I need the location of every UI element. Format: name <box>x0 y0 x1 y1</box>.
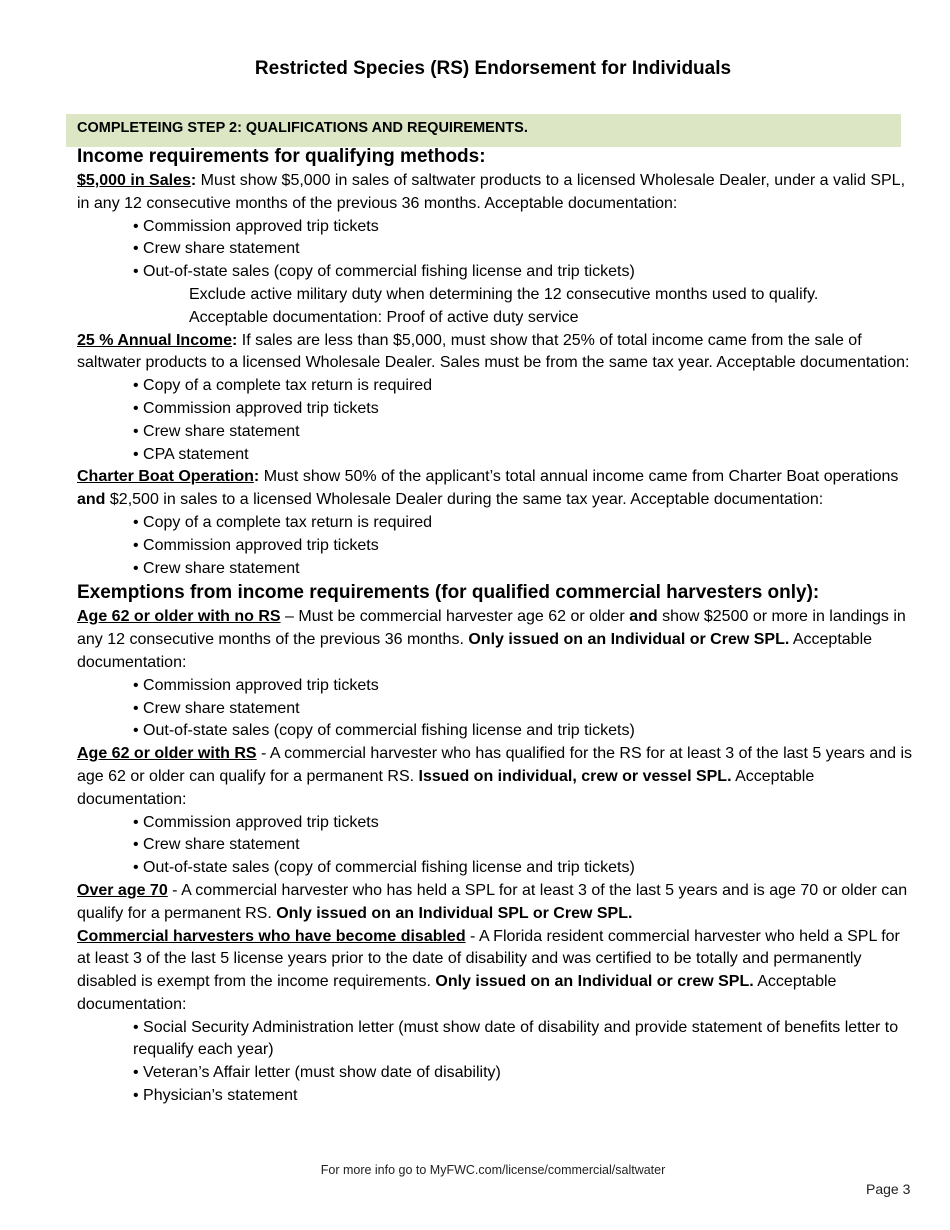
colon: : <box>232 331 238 349</box>
disabled-text: - A Florida resident commercial harvester who held a SPL for at least 3 of the last 5 license years prior to the date of disability and was certified to be totally and permanently disabled is exempt from the income requirements. <box>77 927 900 991</box>
age62-rs-label: Age 62 or older with RS <box>77 745 257 763</box>
military-note: Exclude active military duty when determining the 12 consecutive months used to qualify. <box>189 285 819 303</box>
list-item: • Social Security Administration letter (must show date of disability and provide statement of benefits letter to requalify each year) <box>133 1017 917 1063</box>
page-number: Page 3 <box>866 1181 911 1197</box>
military-doc-note: Acceptable documentation: Proof of active duty service <box>189 308 579 326</box>
charter-paragraph <box>77 466 917 512</box>
list-item: • Physician’s statement <box>133 1085 917 1108</box>
colon: : <box>253 468 260 486</box>
age62-no-rs-paragraph <box>77 606 917 674</box>
colon: : <box>190 172 197 189</box>
age62-no-rs-list <box>77 675 917 743</box>
list-item: • Veteran’s Affair letter (must show date of disability) <box>133 1062 917 1085</box>
age62-no-rs-label: Age 62 or older with no RS <box>77 608 281 626</box>
annual-income-label: 25 % Annual Income <box>77 331 232 349</box>
disabled-text-2: Acceptable documentation: <box>77 973 837 1013</box>
age62-no-rs-note: Only issued on an Individual or Crew SPL. <box>468 631 790 649</box>
age62-rs-text-2: Acceptable documentation: <box>77 767 815 808</box>
income-heading: Income requirements for qualifying methods: <box>77 146 486 167</box>
age62-rs-paragraph <box>77 743 917 811</box>
sales-5000-paragraph <box>77 170 917 216</box>
list-item: • Commission approved trip tickets <box>133 535 917 558</box>
list-item: • Copy of a complete tax return is required <box>133 512 917 535</box>
list-item: • Commission approved trip tickets <box>133 675 917 698</box>
list-item: • Copy of a complete tax return is required <box>133 375 917 398</box>
list-item: • Out-of-state sales (copy of commercial fishing license and trip tickets) <box>133 261 917 284</box>
list-item: • Out-of-state sales (copy of commercial fishing license and trip tickets) <box>133 857 917 880</box>
charter-text: Must show 50% of the applicant’s total annual income came from Charter Boat operations <box>259 468 899 486</box>
and-word: and <box>77 491 106 509</box>
over-70-paragraph <box>77 880 917 926</box>
age62-no-rs-text-3: Acceptable documentation: <box>77 631 873 671</box>
over-70-text: - A commercial harvester who has held a SPL for at least 3 of the last 5 years and is age 70 or older can qualify for a permanent RS. <box>77 881 908 922</box>
disabled-paragraph <box>77 926 917 1017</box>
footer-info-link[interactable]: For more info go to MyFWC.com/license/commercial/saltwater <box>320 1163 666 1177</box>
list-item: • Crew share statement <box>133 238 917 261</box>
annual-income-list <box>77 375 917 466</box>
over-70-note: Only issued on an Individual SPL or Crew SPL. <box>276 904 633 922</box>
charter-label: Charter Boat Operation <box>77 468 254 486</box>
list-item: • Commission approved trip tickets <box>133 812 917 835</box>
document-body <box>77 144 917 1108</box>
sales-5000-label: $5,000 in Sales <box>77 172 191 189</box>
list-item: • Commission approved trip tickets <box>133 216 917 239</box>
charter-list <box>77 512 917 580</box>
charter-text-2: $2,500 in sales to a licensed Wholesale Dealer during the same tax year. Acceptable documentation: <box>105 491 824 509</box>
age62-rs-note: Issued on individual, crew or vessel SPL. <box>418 767 732 785</box>
sales-5000-text: Must show $5,000 in sales of saltwater products to a licensed Wholesale Dealer, under a valid SPL, in any 12 consecutive months of the previous 36 months. Acceptable documentation: <box>77 172 906 212</box>
list-item: • Out-of-state sales (copy of commercial fishing license and trip tickets) <box>133 720 917 743</box>
and-word: and <box>629 608 658 626</box>
age62-rs-text: - A commercial harvester who has qualified for the RS for at least 3 of the last 5 years and is age 62 or older can qualify for a permanent RS. <box>77 745 913 785</box>
age62-rs-list <box>77 812 917 880</box>
disabled-label: Commercial harvesters who have become disabled <box>77 927 466 945</box>
annual-income-text: If sales are less than $5,000, must show that 25% of total income came from the sale of saltwater products to a licensed Wholesale Dealer. Sales must be from the same tax year. Acceptable documentation: <box>77 331 910 372</box>
disabled-note: Only issued on an Individual or crew SPL. <box>435 973 754 991</box>
over-70-label: Over age 70 <box>77 881 168 899</box>
list-item: • Crew share statement <box>133 558 917 581</box>
exemptions-heading: Exemptions from income requirements (for qualified commercial harvesters only): <box>77 582 820 604</box>
sales-5000-list <box>77 216 917 284</box>
list-item: • Crew share statement <box>133 421 917 444</box>
age62-no-rs-text-2: show $2500 or more in landings in any 12 consecutive months of the previous 36 months. <box>77 608 906 649</box>
step-heading: COMPLETEING STEP 2: QUALIFICATIONS AND REQUIREMENTS. <box>77 120 528 136</box>
annual-income-paragraph <box>77 330 917 376</box>
disabled-list <box>77 1017 917 1108</box>
list-item: • Crew share statement <box>133 698 917 721</box>
page-title: Restricted Species (RS) Endorsement for Individuals <box>254 58 732 79</box>
age62-no-rs-text: – Must be commercial harvester age 62 or older <box>280 608 630 626</box>
list-item: • CPA statement <box>133 444 917 467</box>
list-item: • Commission approved trip tickets <box>133 398 917 421</box>
list-item: • Crew share statement <box>133 834 917 857</box>
